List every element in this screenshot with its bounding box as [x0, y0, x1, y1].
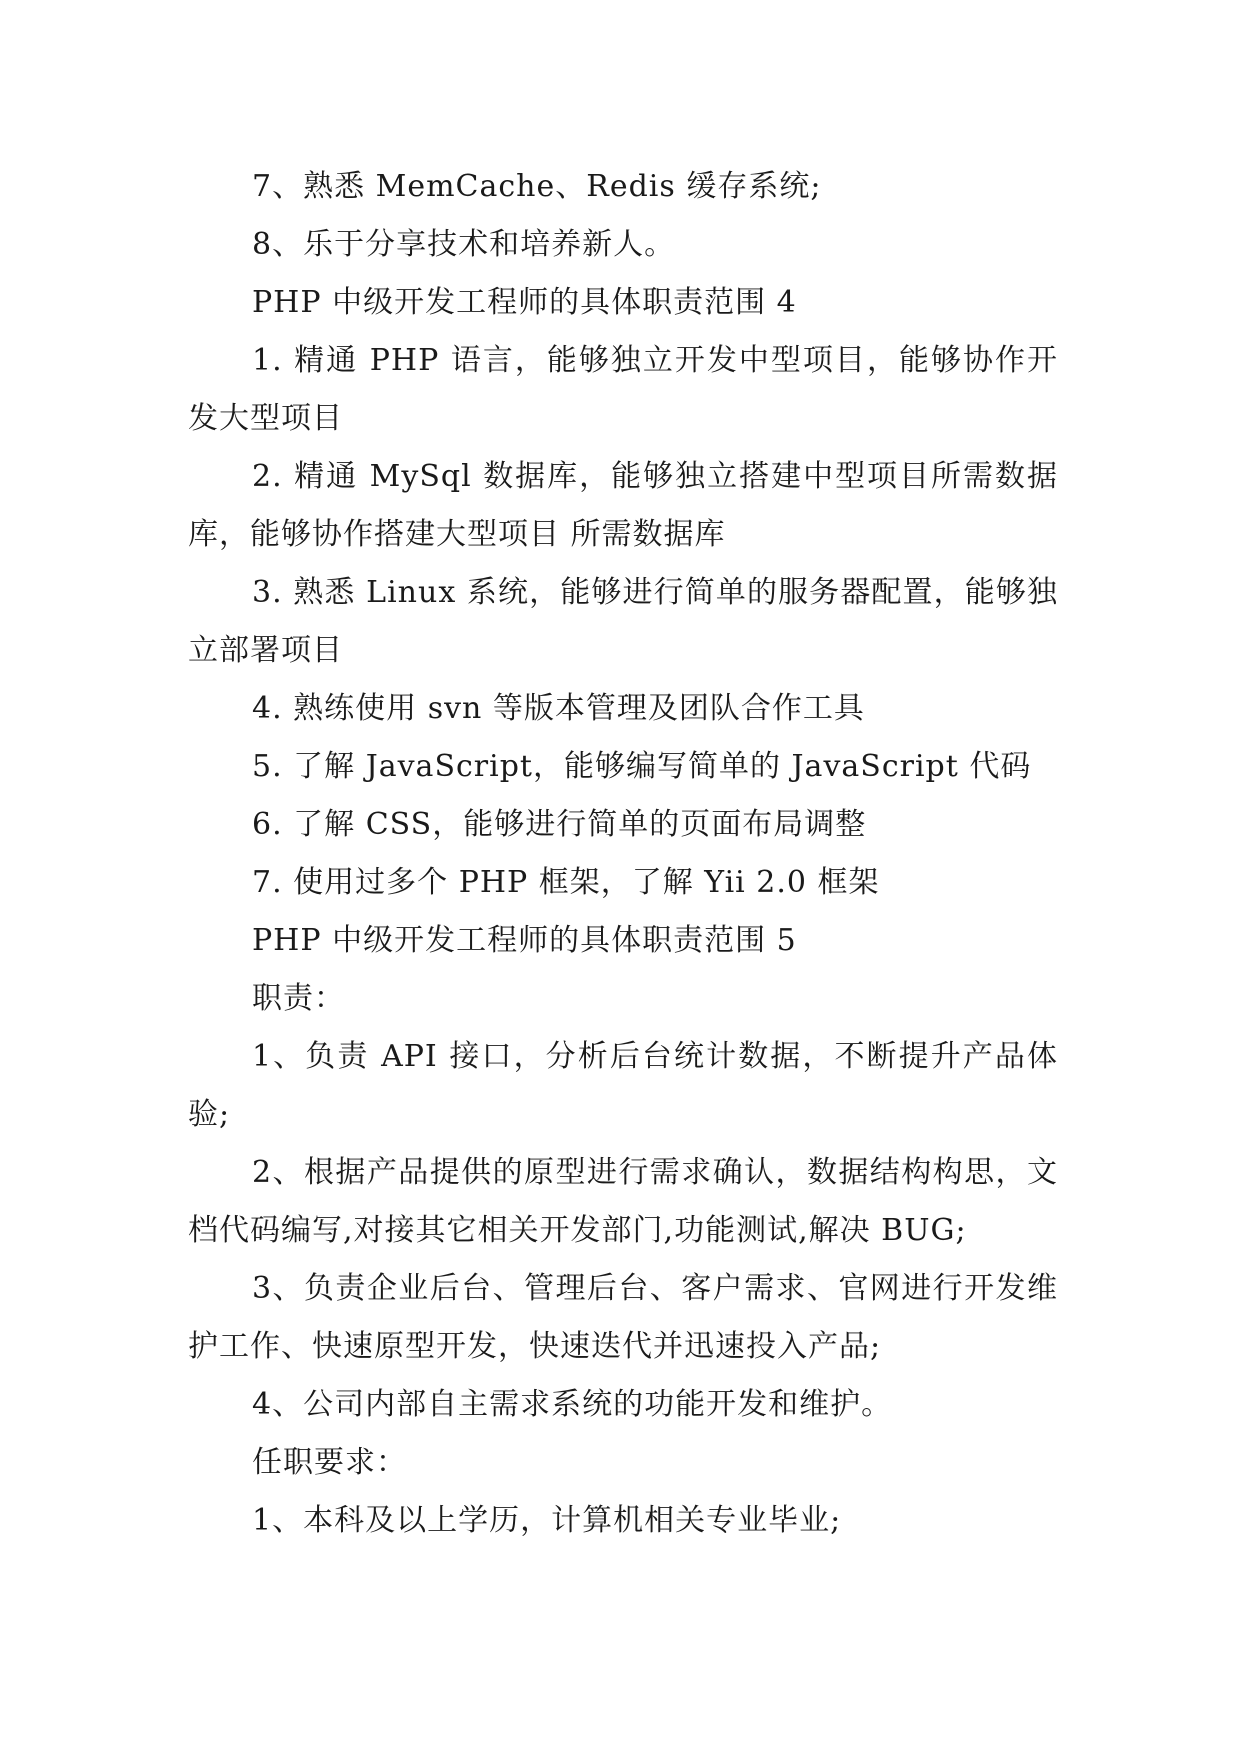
section-heading-4: PHP 中级开发工程师的具体职责范围 4 — [252, 285, 797, 320]
paragraph-duty-3-backend: 3、负责企业后台、管理后台、客户需求、官网进行开发维护工作、快速原型开发，快速迭代并迅速投入产品; — [188, 1271, 1058, 1364]
paragraph-req-4-svn: 4. 熟练使用 svn 等版本管理及团队合作工具 — [252, 691, 865, 726]
requirements-label: 任职要求： — [252, 1445, 407, 1480]
paragraph-duty-1-api: 1、负责 API 接口，分析后台统计数据，不断提升产品体验; — [188, 1039, 1058, 1132]
paragraph-req-6-css: 6. 了解 CSS，能够进行简单的页面布局调整 — [252, 807, 867, 842]
paragraph-req-7-framework: 7. 使用过多个 PHP 框架，了解 Yii 2.0 框架 — [252, 865, 880, 900]
document-body — [188, 158, 1058, 1550]
paragraph-duty-2-prototype: 2、根据产品提供的原型进行需求确认，数据结构构思，文档代码编写,对接其它相关开发部门,功能测试,解决 BUG; — [188, 1155, 1058, 1248]
paragraph-req-1-php: 1. 精通 PHP 语言，能够独立开发中型项目，能够协作开发大型项目 — [188, 343, 1058, 436]
paragraph-req-3-linux: 3. 熟悉 Linux 系统，能够进行简单的服务器配置，能够独立部署项目 — [188, 575, 1058, 668]
paragraph-req-5-javascript: 5. 了解 JavaScript，能够编写简单的 JavaScript 代码 — [252, 749, 1032, 784]
paragraph-skill-8-sharing: 8、乐于分享技术和培养新人。 — [252, 227, 676, 262]
paragraph-skill-7-cache: 7、熟悉 MemCache、Redis 缓存系统; — [252, 169, 822, 204]
duties-label: 职责： — [252, 981, 345, 1016]
paragraph-req-2-mysql: 2. 精通 MySql 数据库，能够独立搭建中型项目所需数据库，能够协作搭建大型项目 所需数据库 — [188, 459, 1058, 552]
paragraph-duty-4-internal: 4、公司内部自主需求系统的功能开发和维护。 — [252, 1387, 893, 1422]
paragraph-requirement-1-degree: 1、本科及以上学历，计算机相关专业毕业; — [252, 1503, 842, 1538]
section-heading-5: PHP 中级开发工程师的具体职责范围 5 — [252, 923, 797, 958]
